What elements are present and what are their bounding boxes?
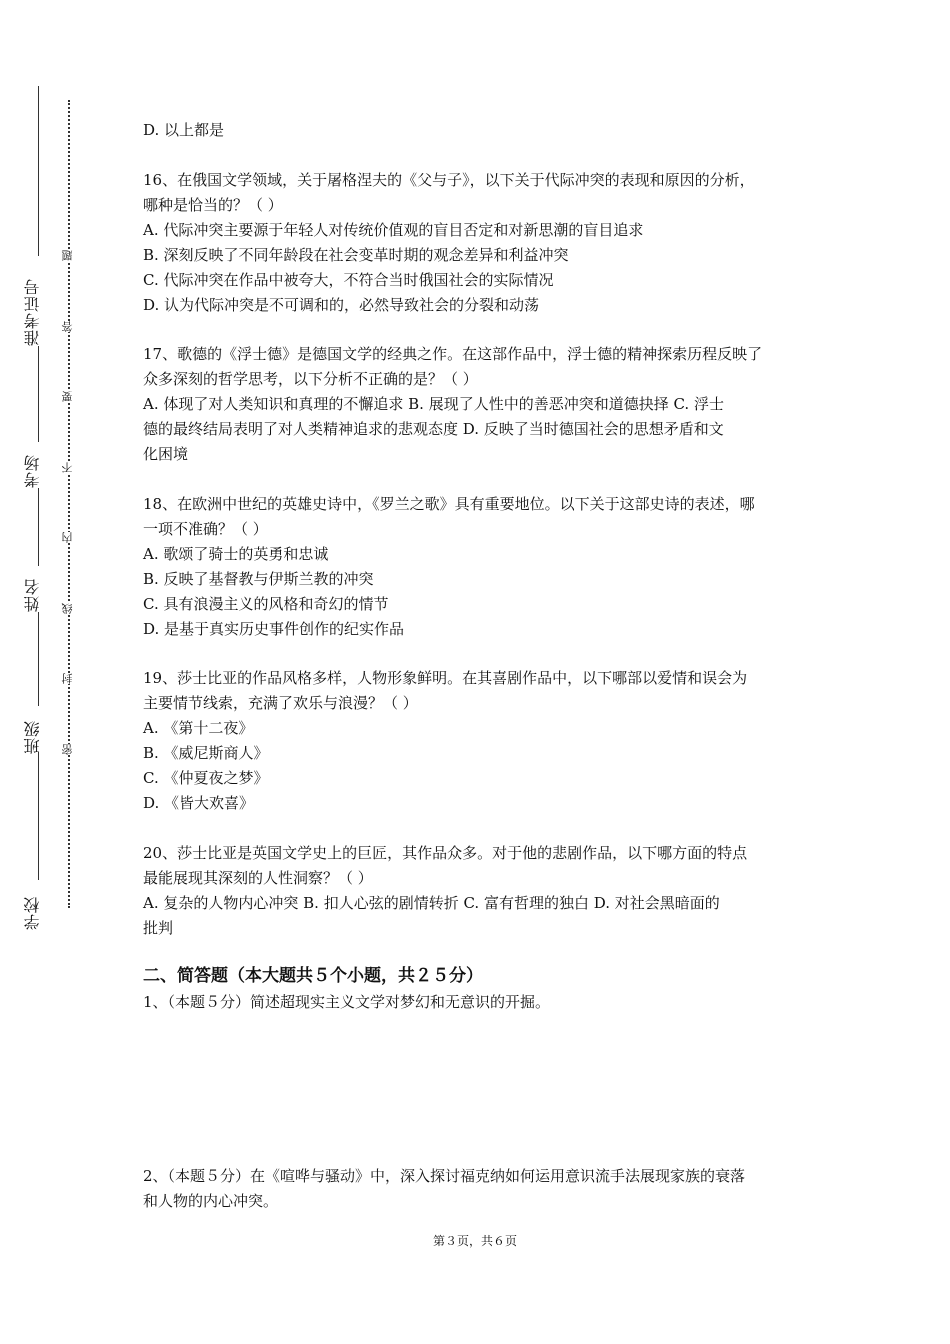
school-underline	[38, 752, 39, 880]
question-stem: 和人物的内心冲突。	[143, 1192, 279, 1210]
question-stem: 16、在俄国文学领域，关于屠格涅夫的《父与子》，以下关于代际冲突的表现和原因的分析，	[143, 171, 755, 189]
option-b: B. 深刻反映了不同年龄段在社会变革时期的观念差异和利益冲突	[143, 246, 569, 264]
question-stem: 20、莎士比亚是英国文学史上的巨匠，其作品众多。对于他的悲剧作品，以下哪方面的特点	[143, 844, 748, 862]
seal-char: 答	[61, 321, 74, 332]
option-b: B. 《威尼斯商人》	[143, 744, 269, 762]
option-a: A. 歌颂了骑士的英勇和忠诚	[143, 545, 329, 563]
seal-char: 题	[61, 250, 74, 261]
option-c: C. 《仲夏夜之梦》	[143, 769, 269, 787]
option-d: D. 认为代际冲突是不可调和的，必然导致社会的分裂和动荡	[143, 296, 540, 314]
question-19	[143, 666, 813, 816]
seal-char: 不	[61, 462, 74, 473]
option-c: C. 具有浪漫主义的风格和奇幻的情节	[143, 595, 389, 613]
question-18	[143, 492, 813, 642]
admission-number-field-label: 准考证号	[23, 278, 42, 346]
option-a: A. 代际冲突主要源于年轻人对传统价值观的盲目否定和对新思潮的盲目追求	[143, 221, 644, 239]
question-stem: 19、莎士比亚的作品风格多样，人物形象鲜明。在其喜剧作品中，以下哪部以爱情和误会为	[143, 669, 748, 687]
question-stem: 主要情节线索，充满了欢乐与浪漫？（ ）	[143, 694, 418, 712]
question-options: A. 体现了对人类知识和真理的不懈追求 B. 展现了人性中的善恶冲突和道德抉择 C. 浮士	[143, 395, 724, 413]
exam-room-underline	[38, 346, 39, 442]
question-16	[143, 168, 813, 318]
seal-char: 内	[61, 532, 74, 543]
short-answer-2	[143, 1164, 813, 1214]
binding-margin	[0, 0, 100, 1344]
question-17	[143, 342, 813, 467]
name-underline	[38, 488, 39, 566]
option-d: D. 《皆大欢喜》	[143, 794, 255, 812]
class-field-label: 班级	[23, 720, 42, 754]
question-options: 德的最终结局表明了对人类精神追求的悲观态度 D. 反映了当时德国社会的思想矛盾和文	[143, 420, 724, 438]
seal-char: 密	[61, 744, 74, 755]
seal-dotted-line	[68, 100, 70, 908]
question-stem: 最能展现其深刻的人性洞察？（ ）	[143, 869, 373, 887]
name-field-label: 姓名	[23, 578, 42, 612]
seal-char: 要	[61, 391, 74, 402]
option-a: A. 《第十二夜》	[143, 719, 254, 737]
option-d: D. 是基于真实历史事件创作的纪实作品	[143, 620, 405, 638]
short-answer-1	[143, 990, 813, 1015]
option-c: C. 代际冲突在作品中被夸大，不符合当时俄国社会的实际情况	[143, 271, 554, 289]
question-stem: 18、在欧洲中世纪的英雄史诗中，《罗兰之歌》具有重要地位。以下关于这部史诗的表述，哪	[143, 495, 755, 513]
question-stem: 17、歌德的《浮士德》是德国文学的经典之作。在这部作品中，浮士德的精神探索历程反映了	[143, 345, 763, 363]
seal-char: 封	[61, 673, 74, 684]
page-footer: 第３页，共６页	[432, 1234, 517, 1248]
question-options: 批判	[143, 919, 174, 937]
question-15-option-d	[143, 118, 813, 143]
question-stem: 众多深刻的哲学思考，以下分析不正确的是？（ ）	[143, 370, 478, 388]
admission-number-underline	[38, 86, 39, 256]
section-2-title: 二、简答题（本大题共５个小题，共２５分）	[143, 966, 483, 986]
class-underline	[38, 612, 39, 706]
option-b: B. 反映了基督教与伊斯兰教的冲突	[143, 570, 374, 588]
question-20	[143, 841, 813, 941]
question-stem: 2、（本题５分）在《喧哗与骚动》中，深入探讨福克纳如何运用意识流手法展现家族的衰落	[143, 1167, 746, 1185]
question-options: 化困境	[143, 445, 189, 463]
question-stem: 哪种是恰当的？（ ）	[143, 196, 283, 214]
school-field-label: 学校	[23, 896, 42, 930]
exam-room-field-label: 考场	[23, 454, 42, 488]
question-stem: 1、（本题５分）简述超现实主义文学对梦幻和无意识的开掘。	[143, 993, 551, 1011]
seal-char: 线	[61, 603, 74, 614]
question-line: D. 以上都是	[143, 121, 225, 139]
question-stem: 一项不准确？（ ）	[143, 520, 268, 538]
question-options: A. 复杂的人物内心冲突 B. 扣人心弦的剧情转折 C. 富有哲理的独白 D. 对社会黑暗面的	[143, 894, 720, 912]
